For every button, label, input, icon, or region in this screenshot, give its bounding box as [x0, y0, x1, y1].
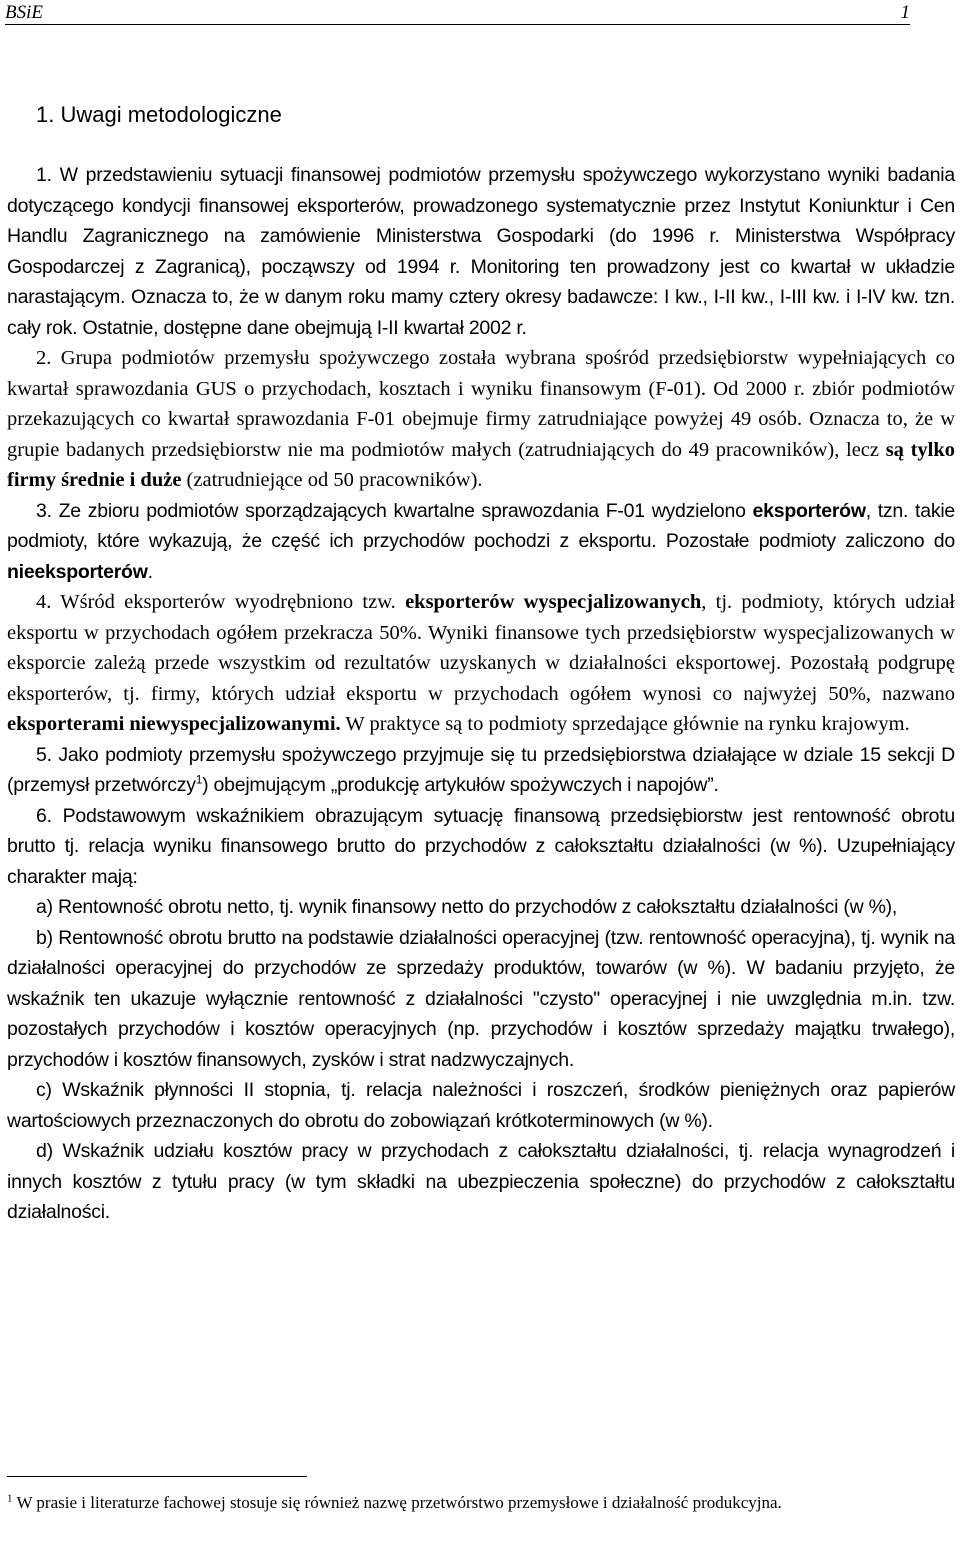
paragraph-4-middle: , tj. podmioty, których udział eksportu w przychodach ogółem przekracza 50%. Wyniki finansowe tych przedsiębiorstw wyspecjalizowanych w eksporcie zależą przede wszystkim od rezultatów uzyskanych w działalności eksportowej. Pozostałą podgrupę eksporterów, tj. firmy, których udział eksportu w przychodach ogółem wynosi co najwyżej 50%, nazwano: [7, 591, 956, 705]
paragraph-4-bold-nonspecialized: eksporterami niewyspecjalizowanymi.: [7, 713, 341, 735]
paragraph-2: [7, 343, 955, 496]
item-b: b) Rentowność obrotu brutto na podstawie działalności operacyjnej (tzw. rentowność operacyjna), tj. wynik na działalności operacyjnej do przychodów ze sprzedaży produktów, towarów (w %). W badaniu przyjęto, że wskaźnik ten ukazuje wyłącznie rentowność z działalności "czysto" operacyjnej i nie uwzględnia m.in. tzw. pozostałych przychodów i kosztów operacyjnych (np. przychodów i kosztów sprzedaży majątku trwałego), przychodów i kosztów finansowych, zysków i strat nadzwyczajnych.: [7, 926, 955, 1071]
paragraph-2-tail: (zatrudniejące od 50 pracowników).: [181, 469, 483, 491]
page-number: 1: [900, 2, 910, 23]
section-title: 1. Uwagi metodologiczne: [36, 102, 282, 127]
item-c: c) Wskaźnik płynności II stopnia, tj. relacja należności i roszczeń, środków pieniężnych oraz papierów wartościowych przeznaczonych do obrotu do zobowiązań krótkoterminowych (w %).: [7, 1079, 955, 1132]
paragraph-5: [7, 740, 955, 801]
footnote-number: 1: [7, 1492, 13, 1505]
paragraph-3: [7, 496, 955, 588]
paragraph-5-tail: ) obejmującym „produkcję artykułów spożywczych i napojów”.: [202, 774, 719, 796]
footnote-text: W prasie i literaturze fachowej stosuje się również nazwę przetwórstwo przemysłowe i działalność produkcyjna.: [12, 1493, 782, 1512]
footnote-divider: [7, 1476, 307, 1477]
paragraph-3-end: .: [147, 560, 153, 583]
running-header: [5, 2, 910, 25]
paragraph-4: [7, 587, 955, 740]
footnote: [7, 1490, 955, 1515]
paragraph-6: 6. Podstawowym wskaźnikiem obrazującym sytuację finansową przedsiębiorstw jest rentowność obrotu brutto tj. relacja wyniku finansowego brutto do przychodów z całokształtu działalności (w %). Uzupełniający charakter mają:: [7, 804, 955, 888]
body-text: [7, 160, 955, 1228]
footnote-ref[interactable]: 1: [195, 772, 203, 787]
paragraph-4-end: W praktyce są to podmioty sprzedające głównie na rynku krajowym.: [340, 713, 910, 735]
paragraph-2-text: 2. Grupa podmiotów przemysłu spożywczego została wybrana spośród przedsiębiorstw wypełniających co kwartał sprawozdania GUS o przychodach, kosztach i wyniku finansowym (F-01). Od 2000 r. zbiór podmiotów przekazujących co kwartał sprawozdania F-01 obejmuje firmy zatrudniające powyżej 49 osób. Oznacza to, że w grupie badanych przedsiębiorstw nie ma podmiotów małych (zatrudniających do 49 pracowników), lecz: [7, 347, 955, 461]
paragraph-3-bold-exporters: eksporterów: [752, 499, 866, 522]
paragraph-4-bold-specialized: eksporterów wyspecjalizowanych: [405, 591, 702, 613]
header-left-text: BSiE: [5, 2, 43, 23]
paragraph-5-text: 5. Jako podmioty przemysłu spożywczego przyjmuje się tu przedsiębiorstwa działające w dziale 15 sekcji D (przemysł przetwórczy: [7, 743, 955, 796]
paragraph-3-middle: , tzn. takie podmioty, które wykazują, że część ich przychodów pochodzi z eksportu. Pozostałe podmioty zaliczono do: [7, 499, 955, 552]
paragraph-4-text: 4. Wśród eksporterów wyodrębniono tzw.: [36, 591, 406, 613]
item-d: d) Wskaźnik udziału kosztów pracy w przychodach z całokształtu działalności, tj. relacja wynagrodzeń i innych kosztów z tytułu pracy (w tym składki na ubezpieczenia społeczne) do przychodów z całokształtu działalności.: [7, 1140, 955, 1223]
paragraph-2-bold: są tylko firmy średnie i duże: [7, 438, 956, 491]
paragraph-3-text: 3. Ze zbioru podmiotów sporządzających kwartalne sprawozdania F-01 wydzielono: [36, 499, 753, 522]
paragraph-1: 1. W przedstawieniu sytuacji finansowej podmiotów przemysłu spożywczego wykorzystano wyniki badania dotyczącego kondycji finansowej eksporterów, prowadzonego systematycznie przez Instytut Koniunktur i Cen Handlu Zagranicznego na zamówienie Ministerstwa Gospodarki (do 1996 r. Ministerstwa Współpracy Gospodarczej z Zagranicą), począwszy od 1994 r. Monitoring ten prowadzony jest co kwartał w układzie narastającym. Oznacza to, że w danym roku mamy cztery okresy badawcze: I kw., I-II kw., I-III kw. i I-IV kw. tzn. cały rok. Ostatnie, dostępne dane obejmują I-II kwartał 2002 r.: [7, 164, 955, 339]
paragraph-3-bold-nonexporters: nieeksporterów: [7, 560, 148, 583]
item-a: a) Rentowność obrotu netto, tj. wynik finansowy netto do przychodów z całokształtu działalności (w %),: [36, 896, 898, 918]
